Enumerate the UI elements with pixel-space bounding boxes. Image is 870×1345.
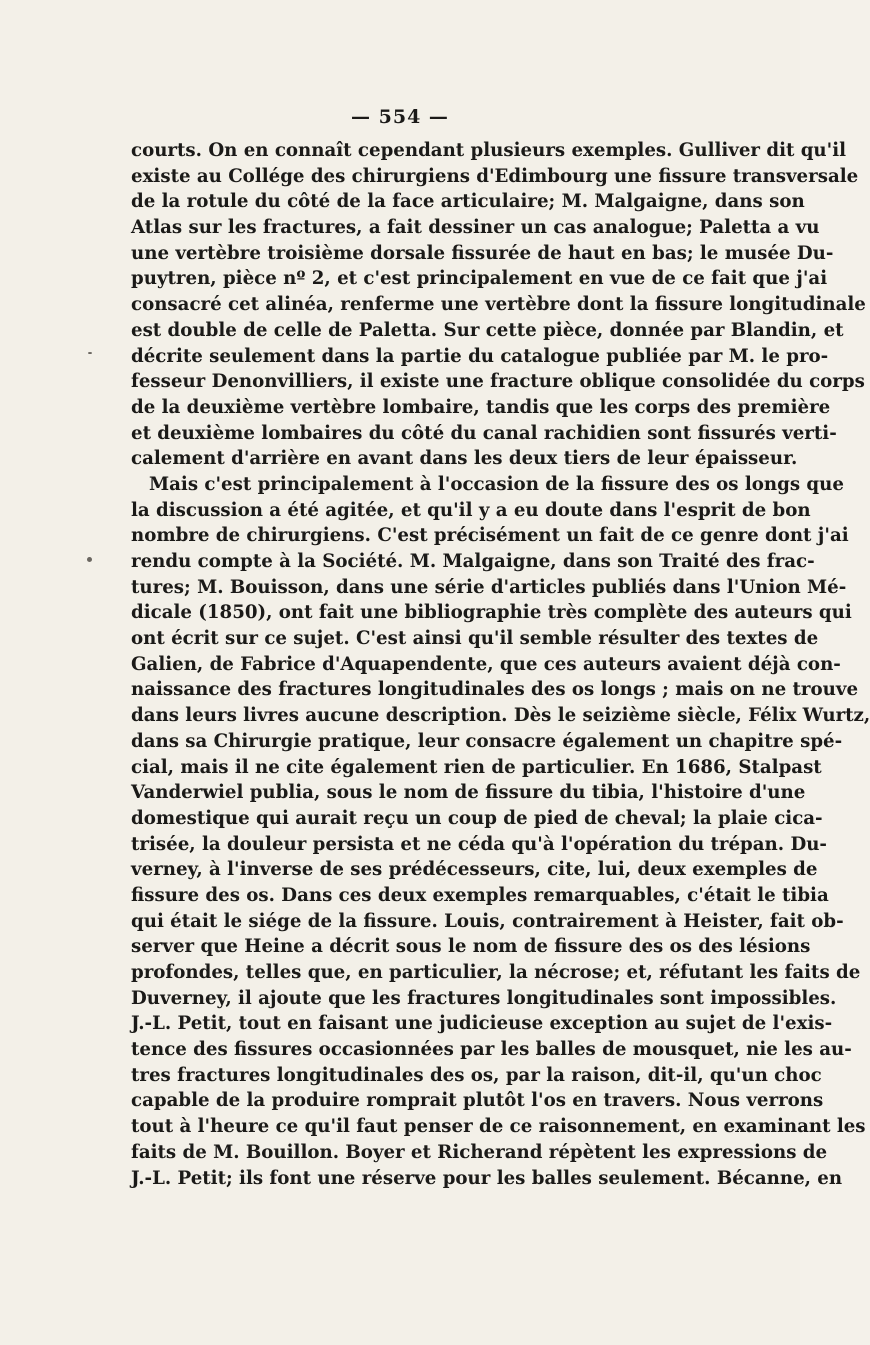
speck [87,557,92,562]
speck [88,352,92,354]
text-line: fesseur Denonvilliers, il existe une fracture oblique consolidée du corps [131,371,865,393]
text-line: de la rotule du côté de la face articulaire; M. Malgaigne, dans son [131,191,805,213]
text-line: la discussion a été agitée, et qu'il y a eu doute dans l'esprit de bon [131,499,811,521]
text-line: rendu compte à la Société. M. Malgaigne, dans son Traité des frac- [131,551,815,572]
text-line: Vanderwiel publia, sous le nom de fissure du tibia, l'histoire d'une [131,782,806,804]
text-line: Mais c'est principalement à l'occasion de la fissure des os longs que [149,473,844,495]
text-line: verney, à l'inverse de ses prédécesseurs, cite, lui, deux exemples de [131,859,818,881]
text-line: J.-L. Petit; ils font une réserve pour les balles seulement. Bécanne, en [131,1167,843,1189]
text-line: trisée, la douleur persista et ne céda qu'à l'opération du trépan. Du- [131,833,827,855]
page-number: — 554 — [351,106,449,128]
text-line: capable de la produire romprait plutôt l'os en travers. Nous verrons [131,1090,824,1112]
text-line: tres fractures longitudinales des os, par la raison, dit-il, qu'un choc [131,1064,822,1086]
text-line: nombre de chirurgiens. C'est précisément un fait de ce genre dont j'ai [131,525,849,547]
text-line: ont écrit sur ce sujet. C'est ainsi qu'il semble résulter des textes de [131,628,819,650]
body-text [131,138,870,1191]
text-line: tence des fissures occasionnées par les balles de mousquet, nie les au- [131,1039,852,1061]
text-line: et deuxième lombaires du côté du canal rachidien sont fissurés verti- [131,422,837,444]
text-line: server que Heine a décrit sous le nom de fissure des os des lésions [131,936,811,958]
text-line: Galien, de Fabrice d'Aquapendente, que ces auteurs avaient déjà con- [131,653,841,675]
text-line: dans leurs livres aucune description. Dès le seizième siècle, Félix Wurtz, [131,705,870,727]
text-line: cial, mais il ne cite également rien de particulier. En 1686, Stalpast [131,756,822,778]
text-line: Atlas sur les fractures, a fait dessiner un cas analogue; Paletta a vu [131,217,820,239]
text-line: dans sa Chirurgie pratique, leur consacre également un chapitre spé- [131,730,843,752]
text-line: qui était le siége de la fissure. Louis, contrairement à Heister, fait ob- [131,910,844,932]
text-line: existe au Collége des chirurgiens d'Edimbourg une fissure transversale [131,165,859,187]
text-line: Duverney, il ajoute que les fractures longitudinales sont impossibles. [131,987,837,1009]
text-line: courts. On en connaît cependant plusieurs exemples. Gulliver dit qu'il [131,140,847,161]
text-line: naissance des fractures longitudinales des os longs ; mais on ne trouve [131,679,859,701]
text-line: puytren, pièce nº 2, et c'est principalement en vue de ce fait que j'ai [131,268,828,290]
text-line: est double de celle de Paletta. Sur cette pièce, donnée par Blandin, et [131,319,844,341]
text-line: J.-L. Petit, tout en faisant une judicieuse exception au sujet de l'exis- [131,1013,833,1035]
text-line: décrite seulement dans la partie du catalogue publiée par M. le pro- [131,345,829,367]
text-line: domestique qui aurait reçu un coup de pied de cheval; la plaie cica- [131,807,823,829]
text-line: calement d'arrière en avant dans les deux tiers de leur épaisseur. [131,448,798,470]
text-line: consacré cet alinéa, renferme une vertèbre dont la fissure longitudinale [131,294,866,316]
text-line: de la deuxième vertèbre lombaire, tandis que les corps des première [131,396,831,418]
text-line: tures; M. Bouisson, dans une série d'articles publiés dans l'Union Mé- [131,576,847,598]
text-line: une vertèbre troisième dorsale fissurée de haut en bas; le musée Du- [131,242,834,264]
text-line: dicale (1850), ont fait une bibliographie très complète des auteurs qui [131,602,852,624]
text-line: fissure des os. Dans ces deux exemples remarquables, c'était le tibia [131,884,829,906]
text-line: profondes, telles que, en particulier, la nécrose; et, réfutant les faits de [131,962,861,983]
text-line: tout à l'heure ce qu'il faut penser de ce raisonnement, en examinant les [131,1116,866,1138]
text-line: faits de M. Bouillon. Boyer et Richerand répètent les expressions de [131,1141,828,1163]
